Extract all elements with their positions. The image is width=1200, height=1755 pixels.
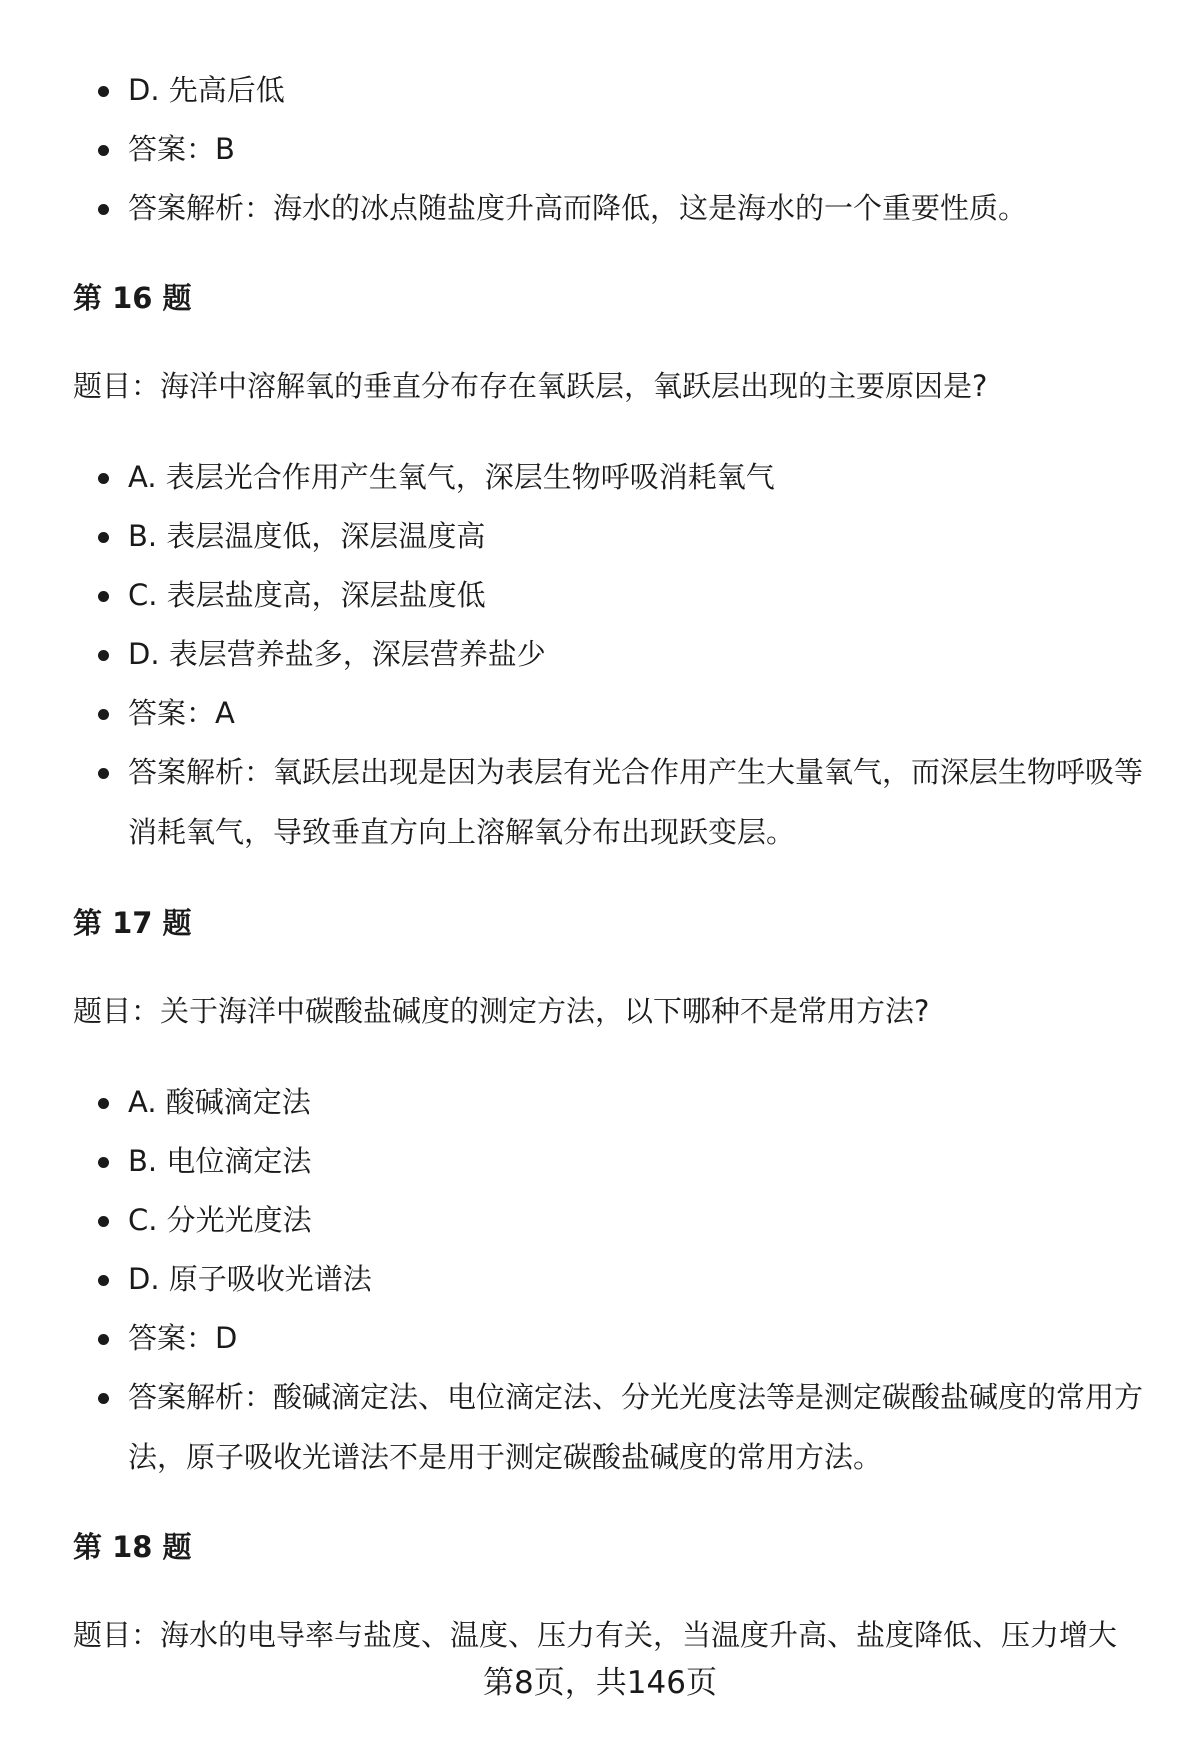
q16-option-b: B. 表层温度低，深层温度高 bbox=[128, 506, 1148, 566]
q17-analysis: 答案解析：酸碱滴定法、电位滴定法、分光光度法等是测定碳酸盐碱度的常用方法，原子吸收光谱法不是用于测定碳酸盐碱度的常用方法。 bbox=[128, 1367, 1148, 1487]
q15-analysis: 答案解析：海水的冰点随盐度升高而降低，这是海水的一个重要性质。 bbox=[128, 178, 1148, 238]
q17-answer: 答案：D bbox=[128, 1308, 1148, 1368]
q16-analysis: 答案解析：氧跃层出现是因为表层有光合作用产生大量氧气，而深层生物呼吸等消耗氧气，导致垂直方向上溶解氧分布出现跃变层。 bbox=[128, 742, 1148, 862]
q18-heading: 第 18 题 bbox=[73, 1530, 192, 1564]
q18-question: 题目：海水的电导率与盐度、温度、压力有关，当温度升高、盐度降低、压力增大 bbox=[73, 1618, 1118, 1652]
q16-option-a: A. 表层光合作用产生氧气，深层生物呼吸消耗氧气 bbox=[128, 447, 1148, 507]
q17-option-c: C. 分光光度法 bbox=[128, 1190, 1148, 1250]
q16-option-d: D. 表层营养盐多，深层营养盐少 bbox=[128, 624, 1148, 684]
q15-option-d: D. 先高后低 bbox=[128, 60, 1148, 120]
q16-heading: 第 16 题 bbox=[73, 281, 192, 315]
q17-question: 题目：关于海洋中碳酸盐碱度的测定方法，以下哪种不是常用方法? bbox=[73, 994, 930, 1028]
q16-question: 题目：海洋中溶解氧的垂直分布存在氧跃层，氧跃层出现的主要原因是? bbox=[73, 369, 988, 403]
page-number: 第8页，共146页 bbox=[483, 1665, 717, 1701]
q17-option-b: B. 电位滴定法 bbox=[128, 1131, 1148, 1191]
q17-option-a: A. 酸碱滴定法 bbox=[128, 1072, 1148, 1132]
q16-answer: 答案：A bbox=[128, 683, 1148, 743]
q15-answer: 答案：B bbox=[128, 119, 1148, 179]
q17-heading: 第 17 题 bbox=[73, 906, 192, 940]
q17-option-d: D. 原子吸收光谱法 bbox=[128, 1249, 1148, 1309]
q16-option-c: C. 表层盐度高，深层盐度低 bbox=[128, 565, 1148, 625]
